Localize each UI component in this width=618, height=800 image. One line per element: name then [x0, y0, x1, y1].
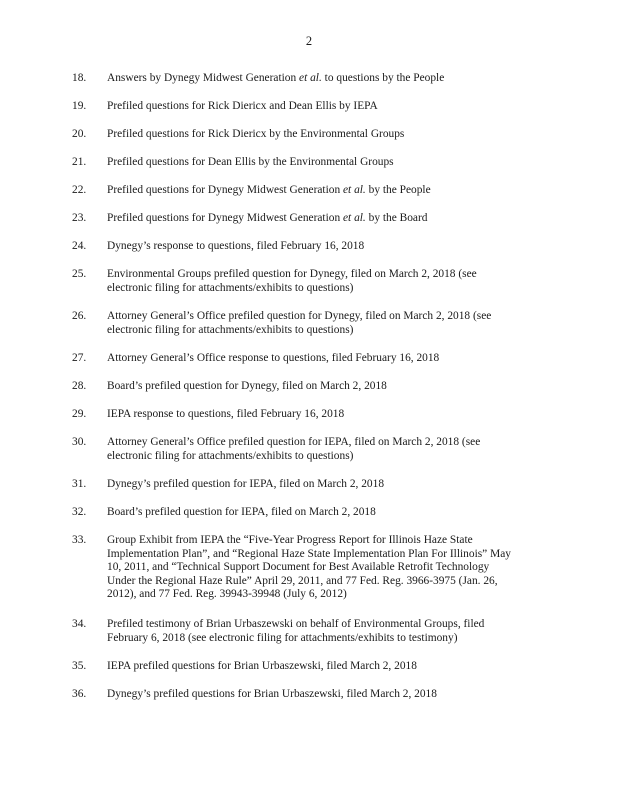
exhibit-description [107, 380, 517, 394]
exhibit-number: 30. [72, 436, 87, 448]
exhibit-number: 34. [72, 618, 87, 630]
description-text: Board’s prefiled question for IEPA, filed on March 2, 2018 [107, 506, 376, 518]
exhibit-number: 36. [72, 688, 87, 700]
exhibit-description [107, 72, 517, 86]
exhibit-number: 33. [72, 534, 87, 546]
description-text: by the Board [365, 212, 428, 224]
exhibit-description [107, 688, 517, 702]
exhibit-number: 23. [72, 212, 87, 224]
exhibit-description [107, 618, 517, 645]
description-text: Answers by Dynegy Midwest Generation [107, 72, 300, 84]
exhibit-number: 20. [72, 128, 87, 140]
exhibit-description [107, 408, 517, 422]
italic-term: et al. [343, 212, 366, 224]
description-text: by the People [365, 184, 431, 196]
italic-term: et al. [299, 72, 322, 84]
exhibit-number: 25. [72, 268, 87, 280]
exhibit-description [107, 156, 517, 170]
exhibit-number: 31. [72, 478, 87, 490]
description-text: Dynegy’s response to questions, filed February 16, 2018 [107, 240, 365, 252]
exhibit-description [107, 478, 517, 492]
exhibit-description [107, 310, 517, 337]
description-text: Attorney General’s Office prefiled question for IEPA, filed on March 2, 2018 (see electronic filing for attachments/exhibits to questions) [107, 436, 481, 462]
description-text: Attorney General’s Office prefiled question for Dynegy, filed on March 2, 2018 (see electronic filing for attachments/exhibits to questions) [107, 310, 492, 336]
exhibit-description [107, 660, 517, 674]
description-text: Prefiled questions for Dean Ellis by the Environmental Groups [107, 156, 394, 168]
exhibit-description [107, 240, 517, 254]
description-text: Prefiled testimony of Brian Urbaszewski on behalf of Environmental Groups, filed February 6, 2018 (see electronic filing for attachments/exhibits to testimony) [107, 618, 485, 644]
exhibit-number: 24. [72, 240, 87, 252]
description-text: IEPA prefiled questions for Brian Urbaszewski, filed March 2, 2018 [107, 660, 417, 672]
description-text: Dynegy’s prefiled questions for Brian Urbaszewski, filed March 2, 2018 [107, 688, 437, 700]
description-text: Attorney General’s Office response to questions, filed February 16, 2018 [107, 352, 440, 364]
italic-term: et al. [343, 184, 366, 196]
exhibit-number: 32. [72, 506, 87, 518]
exhibit-number: 26. [72, 310, 87, 322]
exhibit-number: 27. [72, 352, 87, 364]
exhibit-description [107, 268, 517, 295]
page-number: 2 [305, 34, 313, 48]
exhibit-description [107, 100, 517, 114]
description-text: Dynegy’s prefiled question for IEPA, filed on March 2, 2018 [107, 478, 385, 490]
exhibit-number: 29. [72, 408, 87, 420]
exhibit-number: 19. [72, 100, 87, 112]
description-text: IEPA response to questions, filed February 16, 2018 [107, 408, 345, 420]
exhibit-number: 18. [72, 72, 87, 84]
exhibit-description [107, 184, 517, 198]
description-text: Prefiled questions for Rick Diericx and Dean Ellis by IEPA [107, 100, 378, 112]
exhibit-number: 21. [72, 156, 87, 168]
exhibit-description [107, 534, 517, 602]
description-text: Prefiled questions for Dynegy Midwest Generation [107, 184, 343, 196]
description-text: Prefiled questions for Dynegy Midwest Generation [107, 212, 343, 224]
exhibit-number: 35. [72, 660, 87, 672]
description-text: Group Exhibit from IEPA the “Five-Year Progress Report for Illinois Haze State Implementation Plan”, and “Regional Haze State Implementation Plan For Illinois” May 10, 2011, and “Technical Support Document for Best Available Retrofit Technology Under the Regional Haze Rule” April 29, 2011, and 77 Fed. Reg. 3966-3975 (Jan. 26, 2012), and 77 Fed. Reg. 39943-39948 (July 6, 2012) [107, 534, 511, 601]
description-text: Board’s prefiled question for Dynegy, filed on March 2, 2018 [107, 380, 387, 392]
exhibit-description [107, 506, 517, 520]
description-text: Prefiled questions for Rick Diericx by the Environmental Groups [107, 128, 405, 140]
exhibit-description [107, 436, 517, 463]
exhibit-description [107, 212, 517, 226]
exhibit-number: 28. [72, 380, 87, 392]
exhibit-description [107, 352, 517, 366]
exhibit-number: 22. [72, 184, 87, 196]
description-text: to questions by the People [321, 72, 445, 84]
exhibit-description [107, 128, 517, 142]
description-text: Environmental Groups prefiled question for Dynegy, filed on March 2, 2018 (see electronic filing for attachments/exhibits to questions) [107, 268, 477, 294]
